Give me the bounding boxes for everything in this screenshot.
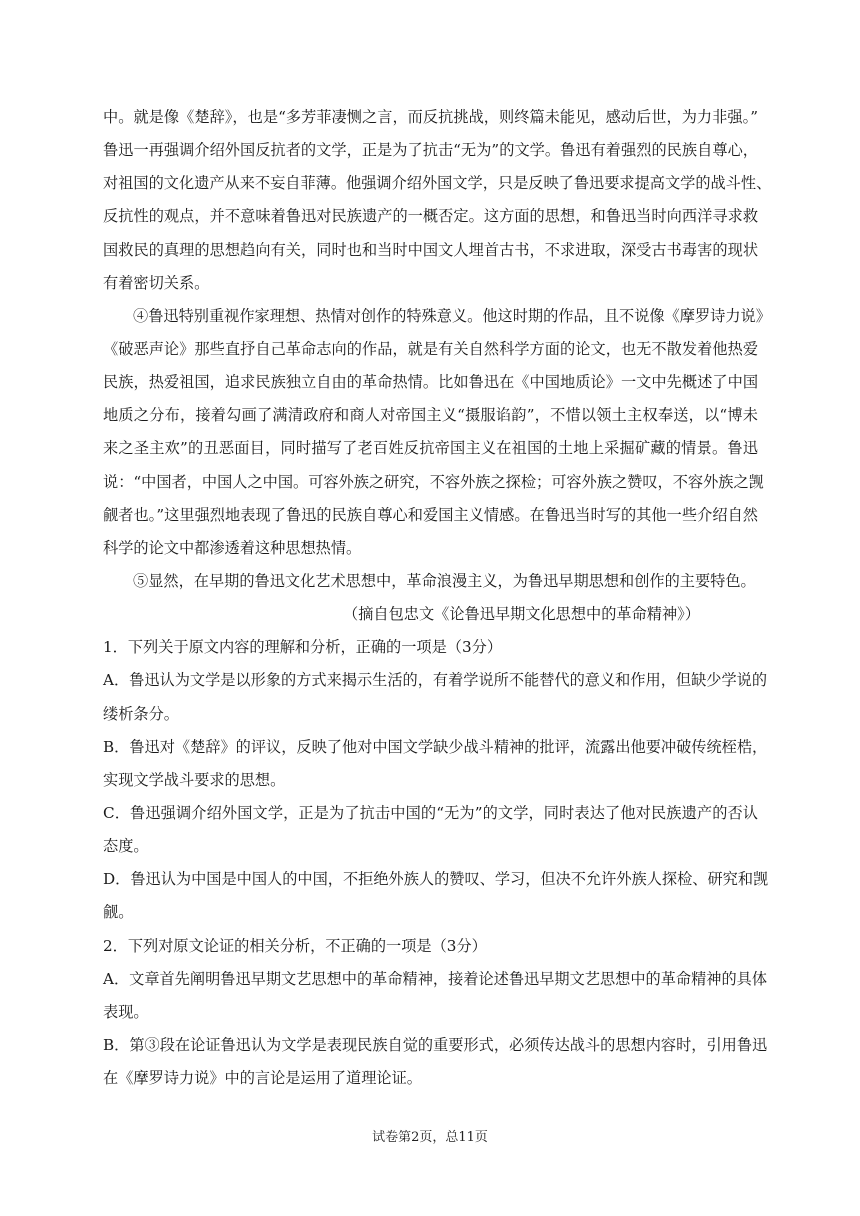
text-line: 鲁迅一再强调介绍外国反抗者的文学，正是为了抗击“无为”的文学。鲁迅有着强烈的民族自尊心，: [103, 141, 758, 160]
text-line: 来之圣主欢”的丑恶面目，同时描写了老百姓反抗帝国主义在祖国的土地上采掘矿藏的情景。鲁迅: [103, 439, 758, 458]
text-line: 对祖国的文化遗产从来不妄自菲薄。他强调介绍外国文学，只是反映了鲁迅要求提高文学的战斗性、: [103, 174, 772, 193]
question-1-option-a: A．鲁迅认为文学是以形象的方式来揭示生活的，有着学说所不能替代的意义和作用，但缺少学说的: [103, 671, 768, 690]
text-line: 态度。: [103, 837, 149, 856]
text-line: 国救民的真理的思想趋向有关，同时也和当时中国文人埋首古书，不求进取，深受古书毒害的现状: [103, 240, 758, 259]
question-2-option-a: A．文章首先阐明鲁迅早期文艺思想中的革命精神，接着论述鲁迅早期文艺思想中的革命精神的具体: [103, 969, 768, 988]
text-line: 《破恶声论》那些直抒自己革命志向的作品，就是有关自然科学方面的论文，也无不散发着他热爱: [103, 339, 758, 358]
question-1-stem: 1．下列关于原文内容的理解和分析，正确的一项是（3分）: [103, 638, 503, 657]
question-1-option-d: D．鲁迅认为中国是中国人的中国，不拒绝外族人的赞叹、学习，但决不允许外族人探检、研究和觊: [103, 870, 769, 889]
text-line: 说：“中国者，中国人之中国。可容外族之研究，不容外族之探检；可容外族之赞叹，不容外族之觊: [103, 472, 764, 491]
text-line: 缕析条分。: [103, 704, 179, 723]
text-line: 中。就是像《楚辞》，也是“多芳菲凄恻之言，而反抗挑战，则终篇未能见，感动后世，为力非强。”: [103, 108, 758, 126]
page-body: [103, 101, 772, 1095]
text-line: 反抗性的观点，并不意味着鲁迅对民族遗产的一概否定。这方面的思想，和鲁迅当时向西洋寻求救: [103, 207, 758, 226]
text-line: 科学的论文中都渗透着这种思想热情。: [103, 538, 362, 557]
paragraph-5: ⑤显然，在早期的鲁迅文化艺术思想中，革命浪漫主义，为鲁迅早期思想和创作的主要特色。: [133, 571, 756, 590]
text-line: 表现。: [103, 1002, 149, 1021]
text-line: 实现文学战斗要求的思想。: [103, 770, 286, 789]
text-line: 觎者也。”这里强烈地表现了鲁迅的民族自尊心和爱国主义情感。在鲁迅当时写的其他一些介绍自然: [103, 505, 758, 524]
question-1-option-b: B．鲁迅对《楚辞》的评议，反映了他对中国文学缺少战斗精神的批评，流露出他要冲破传统桎梏，: [103, 737, 768, 756]
question-1-option-c: C．鲁迅强调介绍外国文学，正是为了抗击中国的“无为”的文学，同时表达了他对民族遗产的否认: [103, 803, 758, 822]
text-line: 地质之分布，接着勾画了满清政府和商人对帝国主义“摄服谄韵”，不惜以领土主权奉送，以“博未: [103, 406, 758, 425]
text-line: 民族，热爱祖国，追求民族独立自由的革命热情。比如鲁迅在《中国地质论》一文中先概述了中国: [103, 373, 758, 392]
question-2-stem: 2．下列对原文论证的相关分析，不正确的一项是（3分）: [103, 936, 487, 955]
paragraph-4-start: ④鲁迅特别重视作家理想、热情对创作的特殊意义。他这时期的作品，且不说像《摩罗诗力说》: [133, 306, 771, 325]
text-line: 有着密切关系。: [103, 273, 210, 292]
page-footer: 试卷第2页，总11页: [372, 1130, 488, 1145]
source-citation: （摘自包忠文《论鲁迅早期文化思想中的革命精神》）: [343, 605, 700, 624]
question-2-option-b: B．第③段在论证鲁迅认为文学是表现民族自觉的重要形式，必须传达战斗的思想内容时，引用鲁迅: [103, 1035, 768, 1054]
text-line: 在《摩罗诗力说》中的言论是运用了道理论证。: [103, 1069, 422, 1088]
text-line: 觎。: [103, 903, 134, 922]
